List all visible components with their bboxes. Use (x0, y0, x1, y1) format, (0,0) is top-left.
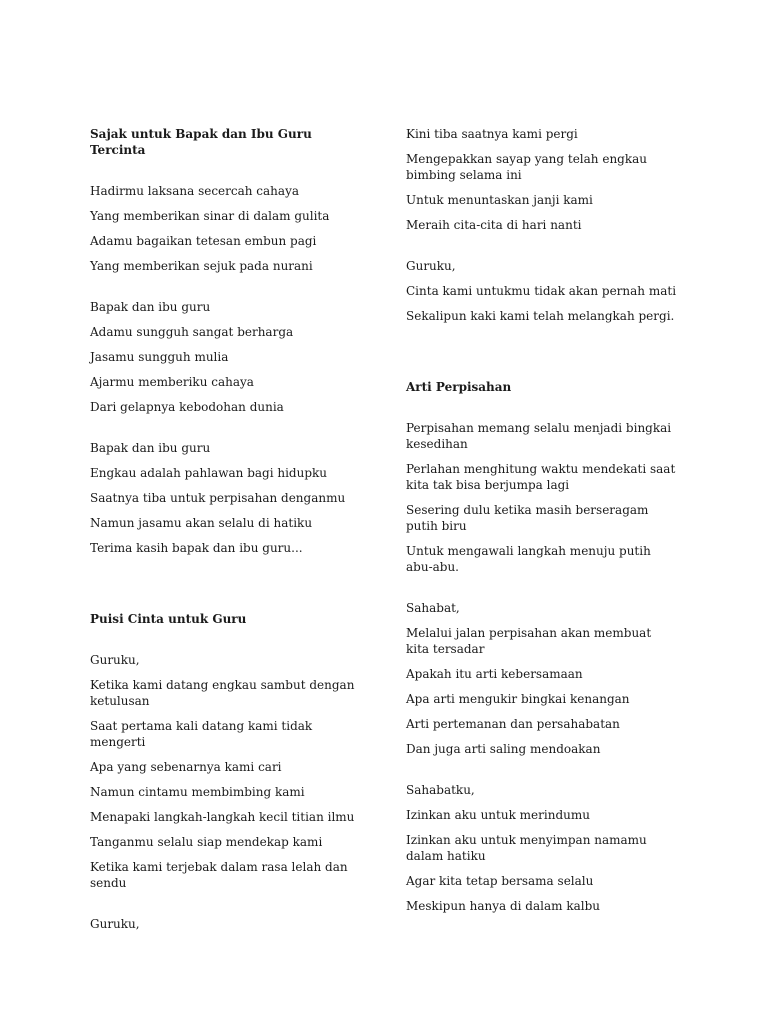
poem-line: Terima kasih bapak dan ibu guru... (90, 541, 303, 555)
poem-line: Dari gelapnya kebodohan dunia (90, 400, 284, 414)
poem-line: Saatnya tiba untuk perpisahan denganmu (90, 491, 346, 505)
poem-line: Untuk menuntaskan janji kami (406, 193, 593, 207)
poem-line: Sekalipun kaki kami telah melangkah pergi. (406, 309, 675, 323)
left-column (90, 126, 370, 941)
poem-line: Cinta kami untukmu tidak akan pernah mati (406, 284, 677, 298)
right-column (406, 126, 678, 923)
poem-line: Melalui jalan perpisahan akan membuat kita tersadar (406, 626, 652, 656)
poem-line: Mengepakkan sayap yang telah engkau bimbing selama ini (406, 152, 648, 182)
poem-line: Dan juga arti saling mendoakan (406, 742, 601, 756)
poem-line: Apa arti mengukir bingkai kenangan (406, 692, 630, 706)
poem-line: Engkau adalah pahlawan bagi hidupku (90, 466, 328, 480)
poem-line: Yang memberikan sejuk pada nurani (90, 259, 313, 273)
poem-line: Sahabatku, (406, 783, 475, 797)
poem-line: Adamu bagaikan tetesan embun pagi (90, 234, 317, 248)
poem-line: Namun jasamu akan selalu di hatiku (90, 516, 313, 530)
poem-line: Namun cintamu membimbing kami (90, 785, 305, 799)
poem-line: Guruku, (90, 653, 140, 667)
poem-line: Meskipun hanya di dalam kalbu (406, 899, 600, 913)
poem-line: Untuk mengawali langkah menuju putih abu-abu. (406, 544, 651, 574)
poem-line: Kini tiba saatnya kami pergi (406, 127, 578, 141)
poem-line: Ketika kami terjebak dalam rasa lelah dan sendu (90, 860, 348, 890)
poem-line: Guruku, (406, 259, 456, 273)
poem-line: Bapak dan ibu guru (90, 441, 211, 455)
poem-line: Ketika kami datang engkau sambut dengan ketulusan (90, 678, 355, 708)
poem-line: Saat pertama kali datang kami tidak mengerti (90, 719, 313, 749)
poem-line: Sahabat, (406, 601, 460, 615)
poem-line: Bapak dan ibu guru (90, 300, 211, 314)
poem-line: Arti pertemanan dan persahabatan (406, 717, 620, 731)
poem-title: Puisi Cinta untuk Guru (90, 612, 247, 626)
poem-line: Menapaki langkah-langkah kecil titian ilmu (90, 810, 355, 824)
poem-line: Tanganmu selalu siap mendekap kami (90, 835, 323, 849)
poem-line: Perlahan menghitung waktu mendekati saat kita tak bisa berjumpa lagi (406, 462, 676, 492)
poem-line: Jasamu sungguh mulia (90, 350, 229, 364)
poem-line: Agar kita tetap bersama selalu (406, 874, 594, 888)
poem-line: Izinkan aku untuk merindumu (406, 808, 590, 822)
poem-line: Yang memberikan sinar di dalam gulita (90, 209, 330, 223)
poem-line: Hadirmu laksana secercah cahaya (90, 184, 299, 198)
poem-line: Sesering dulu ketika masih berseragam putih biru (406, 503, 649, 533)
poem-line: Perpisahan memang selalu menjadi bingkai kesedihan (406, 421, 672, 451)
poem-line: Apa yang sebenarnya kami cari (90, 760, 282, 774)
poem-line: Apakah itu arti kebersamaan (406, 667, 583, 681)
poem-title: Arti Perpisahan (406, 380, 512, 394)
poem-line: Ajarmu memberiku cahaya (90, 375, 254, 389)
poem-line: Adamu sungguh sangat berharga (90, 325, 294, 339)
poem-line: Izinkan aku untuk menyimpan namamu dalam hatiku (406, 833, 647, 863)
poem-line: Meraih cita-cita di hari nanti (406, 218, 582, 232)
poem-line: Guruku, (90, 917, 140, 931)
poem-title: Sajak untuk Bapak dan Ibu Guru Tercinta (90, 127, 312, 157)
